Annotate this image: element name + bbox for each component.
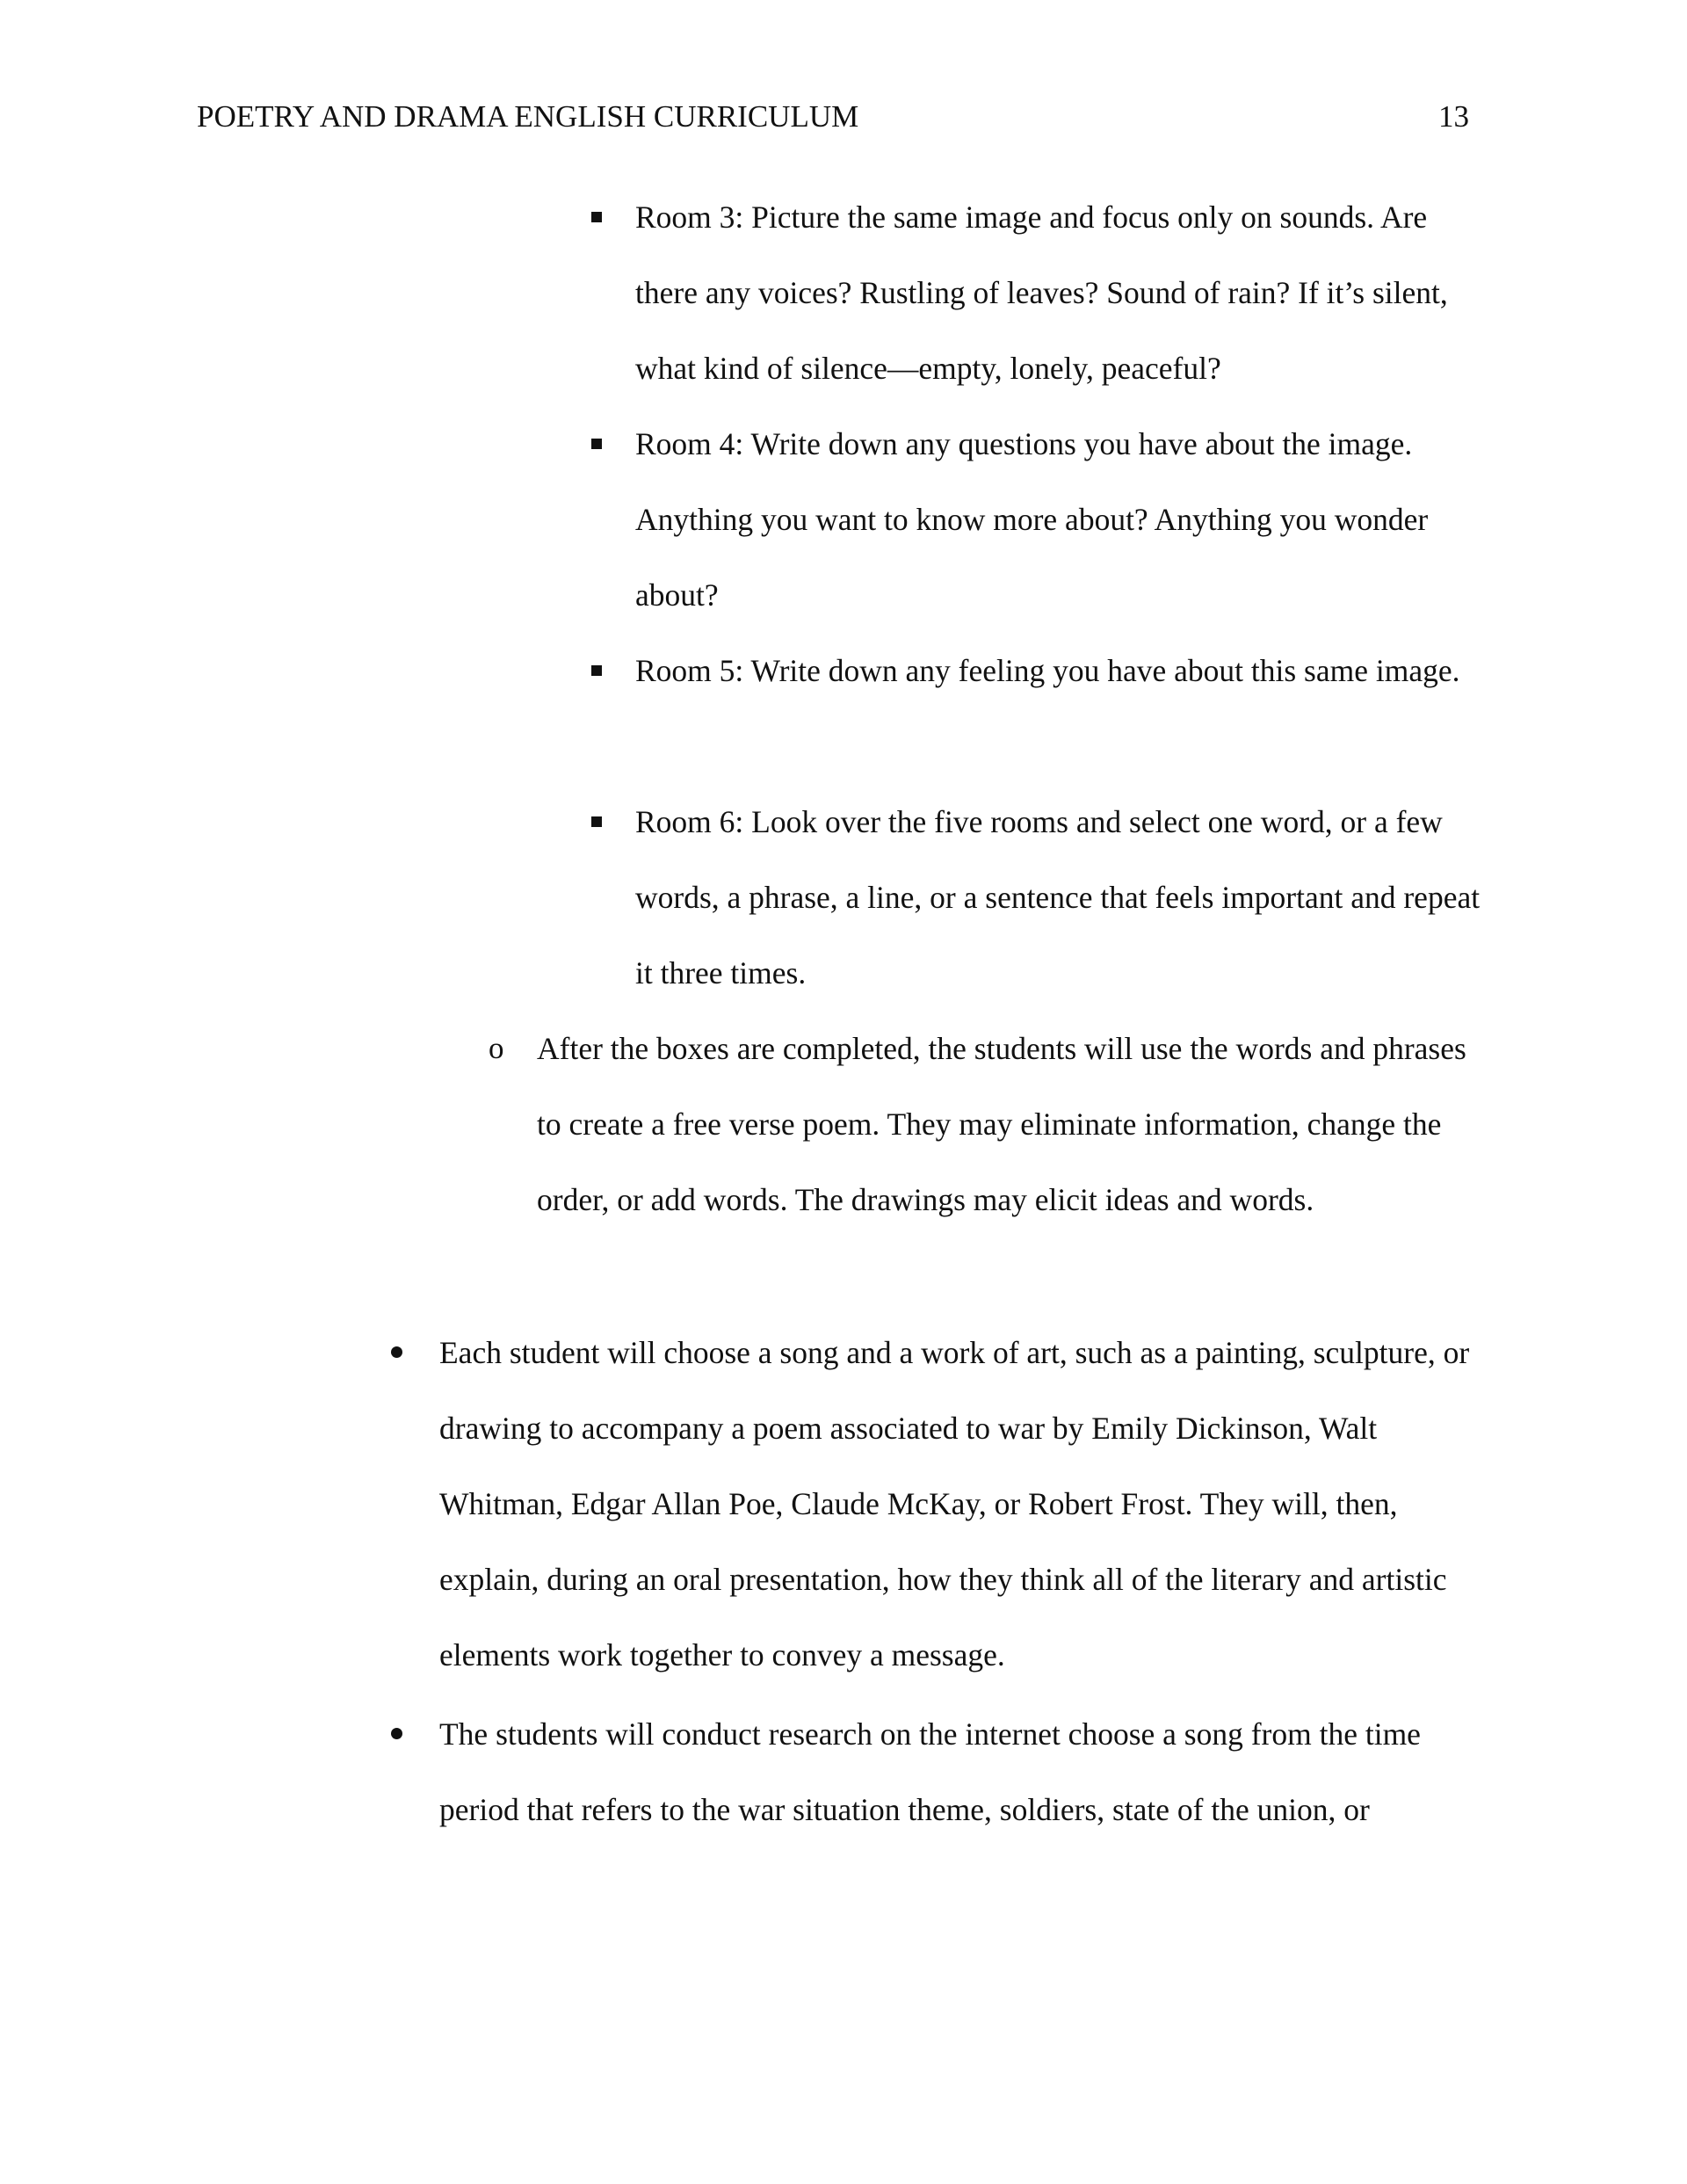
list-item-text: Room 6: Look over the five rooms and select one word, or a few words, a phrase, a line, or a sentence that feels important and repeat it three times.	[635, 804, 1481, 990]
square-bullet-icon	[591, 179, 609, 255]
list-item-text: Room 3: Picture the same image and focus only on sounds. Are there any voices? Rustling of leaves? Sound of rain? If it’s silent, what kind of silence—empty, lonely, peaceful?	[635, 200, 1448, 386]
square-bullet-icon	[591, 784, 609, 860]
list-item-song-and-art	[439, 1315, 1476, 1693]
round-bullet-icon	[391, 1696, 402, 1772]
list-item-research	[439, 1696, 1476, 1847]
list-item-text: Each student will choose a song and a work of art, such as a painting, sculpture, or drawing to accompany a poem associated to war by Emily Dickinson, Walt Whitman, Edgar Allan Poe, Claude McKay, or Robert Frost. They will, then, explain, during an oral presentation, how they think all of the literary and artistic elements work together to convey a message.	[439, 1335, 1470, 1672]
page-number: 13	[1438, 99, 1469, 134]
list-item-room-3	[635, 179, 1492, 406]
list-item-text: The students will conduct research on the internet choose a song from the time period that refers to the war situation theme, soldiers, state of the union, or	[439, 1716, 1421, 1827]
running-head: POETRY AND DRAMA ENGLISH CURRICULUM	[197, 99, 859, 134]
list-item-after-boxes	[489, 1011, 1468, 1237]
list-item-room-5	[635, 633, 1492, 708]
list-item-room-6	[635, 784, 1492, 1011]
square-bullet-icon	[591, 406, 609, 482]
list-item-text: Room 4: Write down any questions you have about the image. Anything you want to know more about? Anything you wonder about?	[635, 426, 1429, 613]
hollow-bullet-icon: o	[489, 1031, 504, 1065]
round-bullet-icon	[391, 1315, 402, 1390]
list-item-room-4	[635, 406, 1492, 633]
list-item-text: Room 5: Write down any feeling you have about this same image.	[635, 653, 1460, 688]
square-bullet-icon	[591, 633, 609, 708]
list-item-text: After the boxes are completed, the students will use the words and phrases to create a free verse poem. They may eliminate information, change the order, or add words. The drawings may elicit ideas and words.	[537, 1031, 1466, 1217]
page-header	[197, 95, 1469, 139]
